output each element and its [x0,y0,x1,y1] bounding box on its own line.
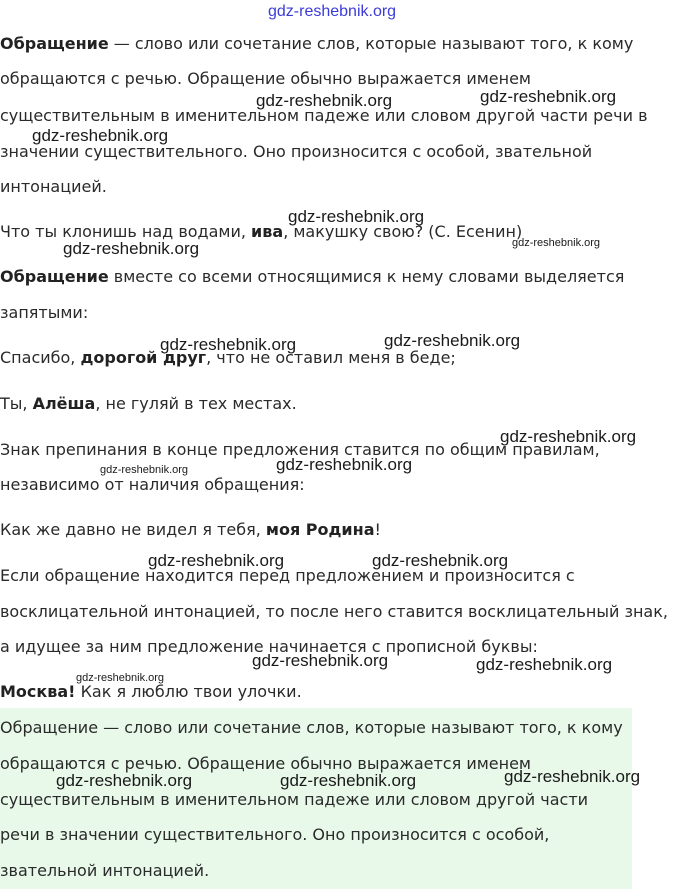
summary-line-3: существительным в именительном падеже или словом другой части [0,790,589,809]
rule-exclamation-line-1: Если обращение находится перед предложением и произносится с [0,566,575,585]
term-bold: Обращение [0,34,109,53]
summary-line-1: Обращение — слово или сочетание слов, которые называют того, к кому [0,718,623,737]
rule-punctuation-line-2: независимо от наличия обращения: [0,475,305,494]
example-alyosha: Ты, Алёша, не гуляй в тех местах. [0,394,297,413]
definition-line-2: обращаются с речью. Обращение обычно выражается именем [0,69,531,88]
watermark: gdz-reshebnik.org [56,771,193,790]
summary-line-4: речи в значении существительного. Оно произносится с особой, [0,825,550,844]
definition-line-1: Обращение — слово или сочетание слов, которые называют того, к кому [0,34,634,53]
watermark: gdz-reshebnik.org [504,767,641,786]
watermark: gdz-reshebnik.org [384,331,521,350]
watermark: gdz-reshebnik.org [256,91,393,110]
definition-line-3: существительным в именительном падеже или словом другой части речи в [0,106,648,125]
watermark-small: gdz-reshebnik.org [100,464,189,476]
watermark: gdz-reshebnik.org [480,87,617,106]
watermark: gdz-reshebnik.org [500,427,637,446]
definition-line-5: интонацией. [0,177,107,196]
watermark: gdz-reshebnik.org [32,126,169,145]
example-esenin: Что ты клонишь над водами, ива, макушку свою? (С. Есенин) [0,222,523,241]
watermark: gdz-reshebnik.org [476,655,613,674]
watermark: gdz-reshebnik.org [372,551,509,570]
watermark-small: gdz-reshebnik.org [512,237,601,249]
summary-line-2: обращаются с речью. Обращение обычно выражается именем [0,754,531,773]
rule-commas-line-2: запятыми: [0,303,89,322]
watermark-small: gdz-reshebnik.org [76,672,165,684]
example-moscow: Москва! Как я люблю твои улочки. [0,682,302,701]
rule-exclamation-line-2: восклицательной интонацией, то после него ставится восклицательный знак, [0,602,668,621]
rule-punctuation-line-1: Знак препинания в конце предложения ставится по общим правилам, [0,440,600,459]
watermark: gdz-reshebnik.org [288,207,425,226]
rule-exclamation-line-3: а идущее за ним предложение начинается с прописной буквы: [0,637,538,656]
watermark: gdz-reshebnik.org [252,651,389,670]
watermark-top: gdz-reshebnik.org [268,3,397,20]
watermark: gdz-reshebnik.org [160,335,297,354]
watermark: gdz-reshebnik.org [280,771,417,790]
example-rodina: Как же давно не видел я тебя, моя Родина! [0,520,381,539]
watermark: gdz-reshebnik.org [276,455,413,474]
rule-commas-line-1: Обращение вместе со всеми относящимися к нему словами выделяется [0,267,625,286]
watermark: gdz-reshebnik.org [63,239,200,258]
example-dear-friend: Спасибо, дорогой друг, что не оставил меня в беде; [0,348,456,367]
watermark: gdz-reshebnik.org [148,551,285,570]
summary-line-5: звательной интонацией. [0,861,210,880]
definition-line-4: значении существительного. Оно произносится с особой, звательной [0,142,593,161]
